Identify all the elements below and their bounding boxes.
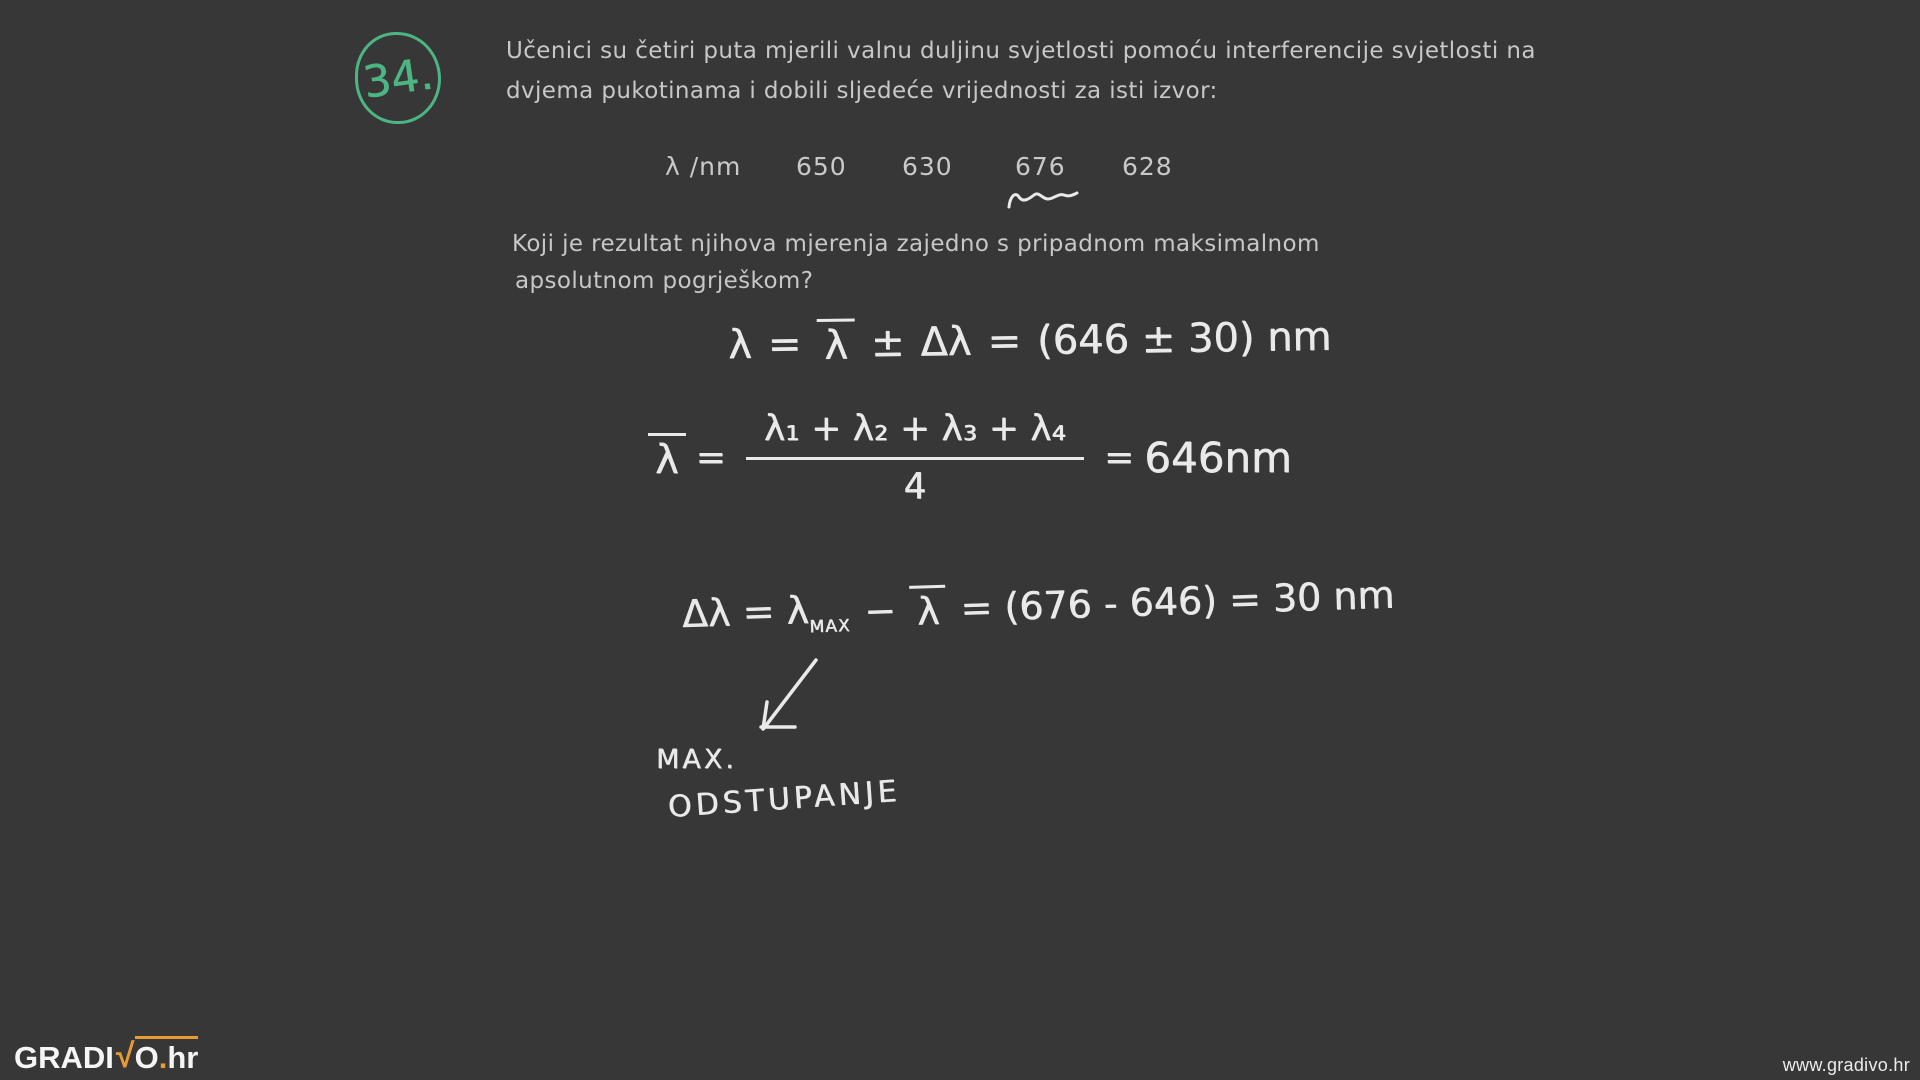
logo-gradi: GRADI bbox=[14, 1040, 114, 1075]
f3-lhs bbox=[681, 587, 851, 642]
table-value-4: 628 bbox=[1122, 152, 1173, 181]
underline-squiggle-icon bbox=[1006, 187, 1080, 211]
annotation-max: MAX. bbox=[656, 744, 737, 775]
website-url: www.gradivo.hr bbox=[1782, 1055, 1910, 1075]
f1-plus-minus: ± bbox=[870, 319, 905, 367]
f3-lambda-mean: λ bbox=[909, 584, 947, 633]
logo-sqrt-icon: √ bbox=[115, 1037, 135, 1075]
f1-lambda-mean: λ bbox=[817, 318, 855, 369]
f2-lambda-mean: λ bbox=[648, 433, 686, 483]
f1-equals: = bbox=[767, 321, 802, 368]
problem-statement-line2: dvjema pukotinama i dobili sljedeće vrijednosti za isti izvor: bbox=[506, 78, 1218, 104]
f1-lambda: λ bbox=[727, 321, 753, 369]
arrow-down-left-icon bbox=[748, 650, 838, 745]
f3-delta-lambda-max: Δλ = λ bbox=[681, 588, 810, 636]
table-label: λ /nm bbox=[665, 152, 742, 181]
f2-denominator: 4 bbox=[903, 466, 927, 507]
formula-deviation bbox=[681, 570, 1395, 642]
problem-number-badge bbox=[355, 32, 441, 124]
f1-result: (646 ± 30) nm bbox=[1036, 313, 1332, 364]
table-value-3: 676 bbox=[1015, 152, 1066, 181]
formula-result bbox=[728, 312, 1332, 370]
f3-rhs: = (676 - 646) = 30 nm bbox=[959, 572, 1395, 630]
table-value-1: 650 bbox=[796, 152, 847, 181]
logo-o: O bbox=[134, 1040, 159, 1075]
f3-max-subscript: MAX bbox=[809, 616, 851, 638]
f2-equals2: = bbox=[1103, 437, 1135, 478]
question-line1: Koji je rezultat njihova mjerenja zajedno s pripadnom maksimalnom bbox=[512, 231, 1320, 257]
logo-ohr-group bbox=[135, 1036, 199, 1076]
logo-hr: hr bbox=[167, 1040, 199, 1075]
f2-numerator: λ₁ + λ₂ + λ₃ + λ₄ bbox=[746, 408, 1084, 460]
formula-mean bbox=[648, 408, 1292, 507]
f3-minus: − bbox=[863, 587, 897, 633]
problem-number: 34. bbox=[359, 47, 437, 109]
gradivo-logo bbox=[14, 1036, 198, 1076]
f2-equals: = bbox=[695, 437, 726, 478]
annotation-odstupanje: ODSTUPANJE bbox=[666, 773, 902, 825]
f2-fraction bbox=[746, 408, 1084, 507]
f1-delta-lambda: Δλ bbox=[920, 318, 972, 366]
f1-equals2: = bbox=[987, 318, 1022, 365]
problem-statement-line1: Učenici su četiri puta mjerili valnu duljinu svjetlosti pomoću interferencije svjetlosti na bbox=[506, 38, 1536, 64]
f2-result: 646nm bbox=[1144, 433, 1292, 482]
measurement-table bbox=[0, 152, 1920, 182]
logo-dot: . bbox=[158, 1040, 168, 1075]
question-line2: apsolutnom pogrješkom? bbox=[515, 268, 814, 294]
table-value-2: 630 bbox=[902, 152, 953, 181]
